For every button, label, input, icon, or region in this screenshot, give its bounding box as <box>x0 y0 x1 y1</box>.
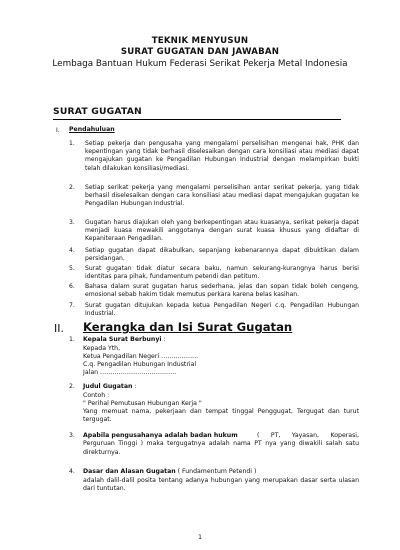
list-item <box>69 184 359 209</box>
section-heading-surat-gugatan: SURAT GUGATAN <box>53 106 142 117</box>
outline-item-text: adalah dalil-dalil posita tentang adanya hubungan yang merupakan dasar serta ulasan dari tuntutan. <box>83 477 359 493</box>
list-item-text: Setiap gugatan dapat dikabulkan, sepanjang kebenarannya dapat dibuktikan dalam persidangan. <box>85 247 359 263</box>
page-number: 1 <box>197 533 203 541</box>
header-organization: Lembaga Bantuan Hukum Federasi Serikat Pekerja Metal Indonesia <box>52 59 348 69</box>
subsection-number: I. <box>56 127 60 134</box>
outline-item-number: 4. <box>69 468 75 475</box>
list-item-number: 3. <box>69 219 75 226</box>
outline-item-number: 1. <box>69 336 75 343</box>
address-line: Ketua Pengadilan Negeri ……………… <box>83 353 199 360</box>
header-title: TEKNIK MENYUSUN <box>151 36 249 46</box>
list-item-text: Setiap pekerja dan pengusaha yang mengalami perselisihan mengenai hak, PHK dan kepentingan yang tidak berhasil diselesaikan dengan cara konsiliasi atau mediasi dapat mengajukan gugatan ke Pengadilan Hubungan Industrial dengan melampirkan bukti telah dilakukan konsiliasi/mediasi. <box>85 140 359 172</box>
outline-item-number: 3. <box>69 432 75 439</box>
outline-item-title: Judul Gugatan <box>83 383 133 390</box>
outline-item-title-suffix: ( Fundamentum Petendi ) <box>175 468 257 475</box>
outline-item-title-suffix: : <box>132 383 137 390</box>
list-item-number: 2. <box>69 184 75 191</box>
list-item-text: Surat gugatan ditujukan kepada ketua Pengadilan Negeri c.q. Pengadilan Hubungan Industrial. <box>85 302 359 318</box>
example-line: " Perihal Pemutusan Hubungan Kerja " <box>83 400 202 407</box>
list-item-number: 4. <box>69 247 75 254</box>
section-divider <box>53 119 341 120</box>
list-item-text: Setiap serikat pekerja yang mengalami perselisihan antar serikat pekerja, yang tidak berhasil diselesaikan dengan cara konsiliasi atau mediasi dapat mengajukan gugatan ke Pengadilan Hubungan Industrial. <box>85 184 359 208</box>
outline-item-title: Kepala Surat Berbunyi <box>83 336 162 343</box>
list-item-text: Bahasa dalam surat gugatan harus sederhana, jelas dan sopan tidak boleh cengeng, emosional sebab hakim tidak memutus perkara karena belas kasihan. <box>85 283 359 299</box>
address-line: Jalan ………………………………. <box>83 369 177 376</box>
outline-item-text: ( PT, Yayasan, Koperasi, Perguruan Tinggi ) maka tergugatnya adalah nama PT nya yang diwakili salah satu direkturnya. <box>83 432 359 456</box>
list-item <box>69 265 359 281</box>
address-line: Kepada Yth, <box>83 345 121 352</box>
outline-item-number: 2. <box>69 383 75 390</box>
section-number: II. <box>54 322 64 335</box>
list-item-number: 7. <box>69 302 75 309</box>
list-item-number: 1. <box>69 140 75 147</box>
outline-item-title-suffix: : <box>161 336 166 343</box>
list-item-text: Gugatan harus diajukan oleh yang berkepentingan atau kuasanya, serikat pekerja dapat menjadi kuasa mewakili anggotanya dengan surat kuasa khusus yang didaftar di Kepaniteraan Pengadilan. <box>85 219 359 243</box>
list-item-number: 6. <box>69 283 75 290</box>
subsection-heading-pendahuluan: Pendahuluan <box>69 126 115 133</box>
list-item-number: 5. <box>69 265 75 272</box>
outline-item-text: Yang memuat nama, pekerjaan dan tempat tinggal Penggugat, Tergugat dan turut tergugat. <box>83 408 359 424</box>
example-line: Contoh : <box>83 392 110 399</box>
list-item <box>69 247 359 263</box>
list-item-text: Surat gugatan tidak diatur secara baku, namun sekurang-kurangnya harus berisi identitas para pihak, fundamentum petendi dan petitum. <box>85 265 359 281</box>
outline-item-title: Apabila pengusahanya adalah badan hukum <box>83 432 238 439</box>
header-subtitle: SURAT GUGATAN DAN JAWABAN <box>120 47 280 57</box>
list-item <box>69 302 359 318</box>
list-item <box>69 219 359 244</box>
outline-item-title: Dasar dan Alasan Gugatan <box>83 468 176 475</box>
section-heading-kerangka: Kerangka dan Isi Surat Gugatan <box>83 320 293 334</box>
list-item <box>69 140 359 173</box>
list-item <box>69 283 359 299</box>
address-line: C.q. Pengadilan Hubungan Industrial <box>83 361 197 368</box>
